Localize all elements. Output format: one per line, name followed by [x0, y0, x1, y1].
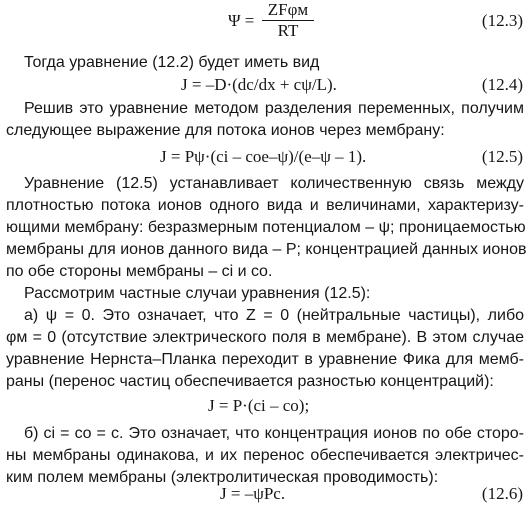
eq-12-5-formula: J = Pψ·(ci – coe–ψ)/(e–ψ – 1). — [160, 147, 367, 166]
para-relation-line-4: мембраны для ионов данного вида – P; концентрацией данных ионов — [6, 241, 527, 258]
eq-12-6-number: (12.6) — [481, 484, 523, 503]
para-relation-line-5: по обе стороны мембраны – ci и co. — [6, 263, 273, 280]
text-then: Тогда уравнение (12.2) будет иметь вид — [24, 54, 320, 71]
para-relation-line-2: плотностью потока ионов одного вида и величинами, характеризу- — [6, 197, 524, 214]
eq-12-3-lhs: Ψ = — [228, 11, 255, 30]
para-solve-line-2: следующее выражение для потока ионов через мембрану: — [6, 122, 445, 139]
case-a-line-3: уравнение Нернста–Планка переходит в уравнение Фика для мемб- — [6, 351, 524, 368]
case-b-line-2: ны мембраны одинакова, и их перенос обеспечивается электричес- — [6, 447, 524, 464]
eq-12-6-formula: J = –ψPc. — [220, 484, 286, 503]
para-solve-line-1: Решив это уравнение методом разделения переменных, получим — [24, 100, 524, 117]
case-a-line-2: φм = 0 (отсутствие электрического поля в мембране). В этом случае — [6, 329, 524, 346]
eq-12-5-number: (12.5) — [481, 147, 523, 166]
case-a-line-1: а) ψ = 0. Это означает, что Z = 0 (нейтральные частицы), либо — [24, 307, 524, 324]
eq-12-3-denominator: RT — [277, 21, 299, 40]
eq-12-4-number: (12.4) — [481, 75, 523, 94]
case-b-line-3: ким полем мембраны (электролитическая проводимость): — [6, 469, 439, 486]
para-relation-line-1: Уравнение (12.5) устанавливает количественную связь между — [24, 175, 524, 192]
para-cases-intro: Рассмотрим частные случаи уравнения (12.5): — [24, 285, 371, 302]
case-a-line-4: раны (перенос частиц обеспечивается разностью концентраций): — [6, 373, 494, 390]
para-relation-line-3: ющими мембрану: безразмерным потенциалом – ψ; проницаемостью — [6, 219, 526, 236]
eq-fick-formula: J = P·(ci – co); — [208, 396, 310, 415]
eq-12-4-formula: J = –D·(dc/dx + cψ/L). — [181, 75, 337, 94]
case-b-line-1: б) ci = co = c. Это означает, что концентрация ионов по обе сторо- — [24, 425, 524, 442]
eq-12-3-numerator: ZFφм — [267, 0, 309, 19]
eq-12-3-number: (12.3) — [481, 11, 523, 30]
eq-12-3-fraction — [262, 0, 314, 40]
